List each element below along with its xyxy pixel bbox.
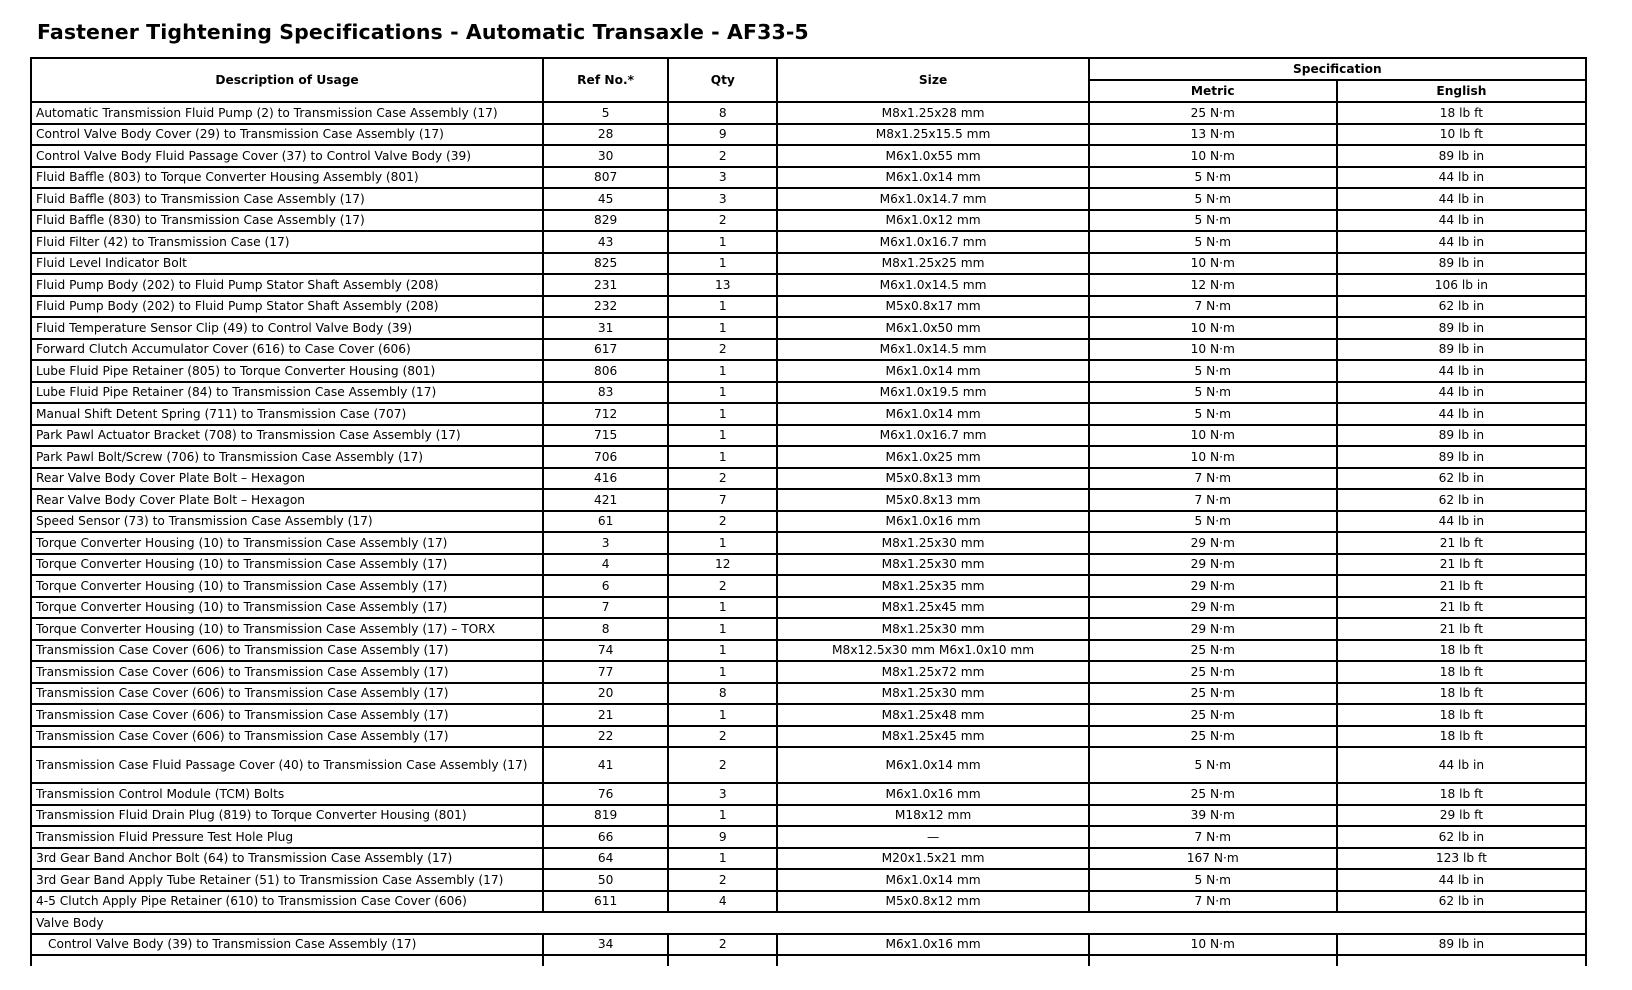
cell-english: 44 lb in xyxy=(1337,382,1586,404)
cell-qty: 3 xyxy=(668,188,777,210)
cell-english: 89 lb in xyxy=(1337,446,1586,468)
cell-size: M6x1.0x16 mm xyxy=(777,511,1088,533)
header-metric: Metric xyxy=(1089,80,1337,102)
cell-english: 18 lb ft xyxy=(1337,661,1586,683)
table-row xyxy=(31,360,1586,382)
cell-ref-no: 421 xyxy=(543,489,668,511)
cell-ref-no: 76 xyxy=(543,783,668,805)
table-row xyxy=(31,274,1586,296)
empty-cell xyxy=(31,955,543,966)
cell-metric: 10 N·m xyxy=(1089,446,1337,468)
cell-metric: 5 N·m xyxy=(1089,869,1337,891)
cell-english: 18 lb ft xyxy=(1337,102,1586,124)
cell-ref-no: 21 xyxy=(543,704,668,726)
table-row xyxy=(31,382,1586,404)
fastener-spec-table xyxy=(30,57,1587,966)
cell-english: 18 lb ft xyxy=(1337,783,1586,805)
cell-english: 18 lb ft xyxy=(1337,726,1586,748)
table-row xyxy=(31,934,1586,956)
cell-metric: 5 N·m xyxy=(1089,188,1337,210)
cell-description: Torque Converter Housing (10) to Transmission Case Assembly (17) – TORX xyxy=(31,618,543,640)
cell-size: M6x1.0x19.5 mm xyxy=(777,382,1088,404)
cell-english: 44 lb in xyxy=(1337,210,1586,232)
cell-metric: 7 N·m xyxy=(1089,296,1337,318)
table-row xyxy=(31,869,1586,891)
cell-description: Fluid Baffle (830) to Transmission Case Assembly (17) xyxy=(31,210,543,232)
cell-description: Control Valve Body Cover (29) to Transmission Case Assembly (17) xyxy=(31,124,543,146)
cell-ref-no: 64 xyxy=(543,848,668,870)
cell-size: M6x1.0x55 mm xyxy=(777,145,1088,167)
cell-english: 89 lb in xyxy=(1337,425,1586,447)
cell-metric: 167 N·m xyxy=(1089,848,1337,870)
cell-english: 21 lb ft xyxy=(1337,597,1586,619)
cell-qty: 12 xyxy=(668,554,777,576)
empty-cell xyxy=(668,955,777,966)
cell-description: Rear Valve Body Cover Plate Bolt – Hexagon xyxy=(31,468,543,490)
cell-description: Fluid Baffle (803) to Transmission Case Assembly (17) xyxy=(31,188,543,210)
cell-description: Transmission Control Module (TCM) Bolts xyxy=(31,783,543,805)
cell-ref-no: 41 xyxy=(543,747,668,783)
empty-cell xyxy=(1337,955,1586,966)
cell-english: 89 lb in xyxy=(1337,934,1586,956)
empty-cell xyxy=(777,955,1088,966)
page-title: Fastener Tightening Specifications - Automatic Transaxle - AF33-5 xyxy=(37,20,809,44)
cell-metric: 7 N·m xyxy=(1089,489,1337,511)
cell-ref-no: 706 xyxy=(543,446,668,468)
cell-size: M6x1.0x25 mm xyxy=(777,446,1088,468)
cell-ref-no: 7 xyxy=(543,597,668,619)
cell-size: M6x1.0x16 mm xyxy=(777,783,1088,805)
cell-english: 89 lb in xyxy=(1337,339,1586,361)
cell-english: 62 lb in xyxy=(1337,891,1586,913)
cell-metric: 5 N·m xyxy=(1089,210,1337,232)
cell-metric: 7 N·m xyxy=(1089,826,1337,848)
table-row xyxy=(31,167,1586,189)
cell-size: M8x1.25x45 mm xyxy=(777,726,1088,748)
cell-description: Automatic Transmission Fluid Pump (2) to Transmission Case Assembly (17) xyxy=(31,102,543,124)
cell-metric: 25 N·m xyxy=(1089,102,1337,124)
cell-english: 62 lb in xyxy=(1337,296,1586,318)
cell-ref-no: 28 xyxy=(543,124,668,146)
cell-description: Transmission Fluid Pressure Test Hole Plug xyxy=(31,826,543,848)
cell-qty: 1 xyxy=(668,231,777,253)
cell-ref-no: 231 xyxy=(543,274,668,296)
cell-ref-no: 77 xyxy=(543,661,668,683)
table-row xyxy=(31,317,1586,339)
cell-qty: 2 xyxy=(668,575,777,597)
cell-ref-no: 819 xyxy=(543,805,668,827)
cell-qty: 1 xyxy=(668,317,777,339)
cell-english: 123 lb ft xyxy=(1337,848,1586,870)
cell-ref-no: 807 xyxy=(543,167,668,189)
cell-metric: 5 N·m xyxy=(1089,747,1337,783)
cell-qty: 2 xyxy=(668,339,777,361)
cell-metric: 25 N·m xyxy=(1089,704,1337,726)
cell-metric: 10 N·m xyxy=(1089,145,1337,167)
cell-description: Park Pawl Actuator Bracket (708) to Transmission Case Assembly (17) xyxy=(31,425,543,447)
cell-size: M6x1.0x14 mm xyxy=(777,403,1088,425)
cell-english: 44 lb in xyxy=(1337,167,1586,189)
cell-size: M8x1.25x48 mm xyxy=(777,704,1088,726)
cell-ref-no: 4 xyxy=(543,554,668,576)
cell-qty: 1 xyxy=(668,805,777,827)
table-row xyxy=(31,489,1586,511)
cell-ref-no: 825 xyxy=(543,253,668,275)
cell-size: M6x1.0x14 mm xyxy=(777,167,1088,189)
table-row xyxy=(31,102,1586,124)
table-row xyxy=(31,145,1586,167)
cell-description: Control Valve Body (39) to Transmission Case Assembly (17) xyxy=(31,934,543,956)
cell-english: 44 lb in xyxy=(1337,188,1586,210)
header-description: Description of Usage xyxy=(31,58,543,102)
header-size: Size xyxy=(777,58,1088,102)
table-row xyxy=(31,468,1586,490)
header-ref-no: Ref No.* xyxy=(543,58,668,102)
cell-ref-no: 74 xyxy=(543,640,668,662)
cell-size: M5x0.8x13 mm xyxy=(777,489,1088,511)
cell-size: M6x1.0x50 mm xyxy=(777,317,1088,339)
cell-metric: 29 N·m xyxy=(1089,532,1337,554)
cell-qty: 2 xyxy=(668,726,777,748)
cell-description: 3rd Gear Band Apply Tube Retainer (51) to Transmission Case Assembly (17) xyxy=(31,869,543,891)
cell-qty: 3 xyxy=(668,167,777,189)
cell-description: Fluid Filter (42) to Transmission Case (17) xyxy=(31,231,543,253)
cell-qty: 2 xyxy=(668,869,777,891)
cell-size: M6x1.0x14 mm xyxy=(777,360,1088,382)
cell-description: Fluid Baffle (803) to Torque Converter Housing Assembly (801) xyxy=(31,167,543,189)
cell-size: M8x1.25x30 mm xyxy=(777,683,1088,705)
cell-size: M6x1.0x14.5 mm xyxy=(777,339,1088,361)
cell-english: 89 lb in xyxy=(1337,317,1586,339)
cell-qty: 1 xyxy=(668,446,777,468)
cell-ref-no: 611 xyxy=(543,891,668,913)
cell-size: M5x0.8x12 mm xyxy=(777,891,1088,913)
cell-metric: 12 N·m xyxy=(1089,274,1337,296)
cell-description: Fluid Temperature Sensor Clip (49) to Control Valve Body (39) xyxy=(31,317,543,339)
cell-english: 89 lb in xyxy=(1337,145,1586,167)
cell-english: 62 lb in xyxy=(1337,468,1586,490)
cell-metric: 5 N·m xyxy=(1089,231,1337,253)
table-row xyxy=(31,747,1586,783)
cell-english: 10 lb ft xyxy=(1337,124,1586,146)
cell-metric: 29 N·m xyxy=(1089,575,1337,597)
cell-metric: 25 N·m xyxy=(1089,783,1337,805)
cell-size: M6x1.0x12 mm xyxy=(777,210,1088,232)
empty-cell xyxy=(543,955,668,966)
cell-description: Fluid Level Indicator Bolt xyxy=(31,253,543,275)
cell-english: 18 lb ft xyxy=(1337,704,1586,726)
table-row xyxy=(31,783,1586,805)
cell-metric: 10 N·m xyxy=(1089,253,1337,275)
cell-size: M6x1.0x16.7 mm xyxy=(777,425,1088,447)
cell-size: M6x1.0x14 mm xyxy=(777,747,1088,783)
cell-size: M8x1.25x15.5 mm xyxy=(777,124,1088,146)
cell-description: Manual Shift Detent Spring (711) to Transmission Case (707) xyxy=(31,403,543,425)
header-qty: Qty xyxy=(668,58,777,102)
cell-english: 29 lb ft xyxy=(1337,805,1586,827)
cell-metric: 10 N·m xyxy=(1089,425,1337,447)
table-row xyxy=(31,188,1586,210)
cell-size: M6x1.0x14.5 mm xyxy=(777,274,1088,296)
cell-english: 44 lb in xyxy=(1337,360,1586,382)
cell-ref-no: 806 xyxy=(543,360,668,382)
cell-qty: 1 xyxy=(668,403,777,425)
cell-size: M5x0.8x17 mm xyxy=(777,296,1088,318)
cell-qty: 8 xyxy=(668,102,777,124)
section-row xyxy=(31,912,1586,934)
cell-english: 18 lb ft xyxy=(1337,640,1586,662)
table-row xyxy=(31,891,1586,913)
cell-description: Lube Fluid Pipe Retainer (84) to Transmission Case Assembly (17) xyxy=(31,382,543,404)
cell-metric: 25 N·m xyxy=(1089,683,1337,705)
cell-description: Lube Fluid Pipe Retainer (805) to Torque Converter Housing (801) xyxy=(31,360,543,382)
cell-qty: 1 xyxy=(668,360,777,382)
header-specification: Specification xyxy=(1089,58,1586,80)
cell-english: 44 lb in xyxy=(1337,511,1586,533)
cell-size: M8x1.25x28 mm xyxy=(777,102,1088,124)
cell-english: 44 lb in xyxy=(1337,403,1586,425)
table-row xyxy=(31,296,1586,318)
cell-description: Transmission Case Cover (606) to Transmission Case Assembly (17) xyxy=(31,726,543,748)
table-row xyxy=(31,597,1586,619)
cell-english: 21 lb ft xyxy=(1337,554,1586,576)
cell-metric: 10 N·m xyxy=(1089,934,1337,956)
cell-ref-no: 617 xyxy=(543,339,668,361)
cell-english: 106 lb in xyxy=(1337,274,1586,296)
cell-ref-no: 232 xyxy=(543,296,668,318)
cell-metric: 7 N·m xyxy=(1089,468,1337,490)
cell-description: Torque Converter Housing (10) to Transmission Case Assembly (17) xyxy=(31,532,543,554)
cell-qty: 7 xyxy=(668,489,777,511)
cell-description: Torque Converter Housing (10) to Transmission Case Assembly (17) xyxy=(31,554,543,576)
cell-qty: 3 xyxy=(668,783,777,805)
cell-size: M20x1.5x21 mm xyxy=(777,848,1088,870)
cell-qty: 1 xyxy=(668,704,777,726)
section-label: Valve Body xyxy=(31,912,1586,934)
cell-qty: 1 xyxy=(668,296,777,318)
cell-description: Rear Valve Body Cover Plate Bolt – Hexagon xyxy=(31,489,543,511)
table-row xyxy=(31,532,1586,554)
cell-metric: 39 N·m xyxy=(1089,805,1337,827)
cell-qty: 1 xyxy=(668,253,777,275)
cell-description: Park Pawl Bolt/Screw (706) to Transmission Case Assembly (17) xyxy=(31,446,543,468)
cell-metric: 10 N·m xyxy=(1089,317,1337,339)
cell-english: 18 lb ft xyxy=(1337,683,1586,705)
cell-ref-no: 45 xyxy=(543,188,668,210)
cell-qty: 4 xyxy=(668,891,777,913)
table-row xyxy=(31,848,1586,870)
cell-ref-no: 8 xyxy=(543,618,668,640)
cell-ref-no: 20 xyxy=(543,683,668,705)
table-row xyxy=(31,726,1586,748)
cell-english: 44 lb in xyxy=(1337,747,1586,783)
cell-metric: 13 N·m xyxy=(1089,124,1337,146)
cell-ref-no: 22 xyxy=(543,726,668,748)
cell-qty: 2 xyxy=(668,934,777,956)
table-row xyxy=(31,210,1586,232)
cell-qty: 1 xyxy=(668,661,777,683)
cell-qty: 2 xyxy=(668,511,777,533)
cell-ref-no: 829 xyxy=(543,210,668,232)
cell-ref-no: 416 xyxy=(543,468,668,490)
cell-ref-no: 715 xyxy=(543,425,668,447)
cell-size: M8x1.25x30 mm xyxy=(777,554,1088,576)
table-row xyxy=(31,575,1586,597)
cell-description: Transmission Fluid Drain Plug (819) to Torque Converter Housing (801) xyxy=(31,805,543,827)
cell-qty: 9 xyxy=(668,826,777,848)
table-row xyxy=(31,683,1586,705)
cell-ref-no: 34 xyxy=(543,934,668,956)
continuation-row xyxy=(31,955,1586,966)
cell-metric: 29 N·m xyxy=(1089,554,1337,576)
cell-qty: 13 xyxy=(668,274,777,296)
cell-english: 44 lb in xyxy=(1337,231,1586,253)
cell-metric: 25 N·m xyxy=(1089,661,1337,683)
cell-metric: 7 N·m xyxy=(1089,891,1337,913)
header-english: English xyxy=(1337,80,1586,102)
cell-description: Transmission Case Fluid Passage Cover (40) to Transmission Case Assembly (17) xyxy=(31,747,543,783)
table-row xyxy=(31,826,1586,848)
cell-ref-no: 712 xyxy=(543,403,668,425)
cell-description: Forward Clutch Accumulator Cover (616) to Case Cover (606) xyxy=(31,339,543,361)
cell-ref-no: 61 xyxy=(543,511,668,533)
cell-english: 21 lb ft xyxy=(1337,618,1586,640)
cell-qty: 9 xyxy=(668,124,777,146)
cell-qty: 1 xyxy=(668,618,777,640)
table-row xyxy=(31,124,1586,146)
cell-ref-no: 83 xyxy=(543,382,668,404)
cell-metric: 5 N·m xyxy=(1089,403,1337,425)
table-row xyxy=(31,661,1586,683)
cell-metric: 29 N·m xyxy=(1089,618,1337,640)
cell-size: M8x1.25x25 mm xyxy=(777,253,1088,275)
cell-qty: 1 xyxy=(668,848,777,870)
cell-size: M6x1.0x16.7 mm xyxy=(777,231,1088,253)
cell-description: 3rd Gear Band Anchor Bolt (64) to Transmission Case Assembly (17) xyxy=(31,848,543,870)
cell-size: M18x12 mm xyxy=(777,805,1088,827)
cell-qty: 2 xyxy=(668,747,777,783)
cell-size: M8x1.25x35 mm xyxy=(777,575,1088,597)
cell-size: M8x12.5x30 mm M6x1.0x10 mm xyxy=(777,640,1088,662)
cell-english: 44 lb in xyxy=(1337,869,1586,891)
cell-ref-no: 30 xyxy=(543,145,668,167)
cell-qty: 2 xyxy=(668,145,777,167)
cell-ref-no: 6 xyxy=(543,575,668,597)
cell-description: Torque Converter Housing (10) to Transmission Case Assembly (17) xyxy=(31,575,543,597)
cell-size: M6x1.0x14 mm xyxy=(777,869,1088,891)
cell-size: M6x1.0x16 mm xyxy=(777,934,1088,956)
cell-qty: 8 xyxy=(668,683,777,705)
empty-cell xyxy=(1089,955,1337,966)
cell-qty: 1 xyxy=(668,532,777,554)
cell-qty: 2 xyxy=(668,210,777,232)
table-row xyxy=(31,403,1586,425)
table-row xyxy=(31,618,1586,640)
cell-description: Fluid Pump Body (202) to Fluid Pump Stator Shaft Assembly (208) xyxy=(31,296,543,318)
cell-qty: 1 xyxy=(668,640,777,662)
table-row xyxy=(31,511,1586,533)
cell-description: Speed Sensor (73) to Transmission Case Assembly (17) xyxy=(31,511,543,533)
cell-metric: 25 N·m xyxy=(1089,640,1337,662)
table-row xyxy=(31,339,1586,361)
cell-size: M6x1.0x14.7 mm xyxy=(777,188,1088,210)
cell-metric: 5 N·m xyxy=(1089,511,1337,533)
table-row xyxy=(31,704,1586,726)
table-row xyxy=(31,425,1586,447)
cell-qty: 1 xyxy=(668,382,777,404)
cell-english: 62 lb in xyxy=(1337,826,1586,848)
cell-metric: 5 N·m xyxy=(1089,382,1337,404)
table-row xyxy=(31,446,1586,468)
table-row xyxy=(31,554,1586,576)
cell-description: Transmission Case Cover (606) to Transmission Case Assembly (17) xyxy=(31,661,543,683)
cell-description: Transmission Case Cover (606) to Transmission Case Assembly (17) xyxy=(31,640,543,662)
cell-size: M8x1.25x45 mm xyxy=(777,597,1088,619)
cell-size: M5x0.8x13 mm xyxy=(777,468,1088,490)
cell-metric: 5 N·m xyxy=(1089,167,1337,189)
cell-metric: 5 N·m xyxy=(1089,360,1337,382)
cell-description: Transmission Case Cover (606) to Transmission Case Assembly (17) xyxy=(31,704,543,726)
cell-description: Control Valve Body Fluid Passage Cover (37) to Control Valve Body (39) xyxy=(31,145,543,167)
table-row xyxy=(31,231,1586,253)
cell-ref-no: 43 xyxy=(543,231,668,253)
cell-english: 21 lb ft xyxy=(1337,575,1586,597)
cell-ref-no: 5 xyxy=(543,102,668,124)
cell-qty: 1 xyxy=(668,425,777,447)
cell-description: 4-5 Clutch Apply Pipe Retainer (610) to Transmission Case Cover (606) xyxy=(31,891,543,913)
cell-description: Fluid Pump Body (202) to Fluid Pump Stator Shaft Assembly (208) xyxy=(31,274,543,296)
cell-ref-no: 3 xyxy=(543,532,668,554)
cell-english: 62 lb in xyxy=(1337,489,1586,511)
table-row xyxy=(31,805,1586,827)
cell-metric: 25 N·m xyxy=(1089,726,1337,748)
cell-size: — xyxy=(777,826,1088,848)
cell-qty: 2 xyxy=(668,468,777,490)
cell-size: M8x1.25x30 mm xyxy=(777,532,1088,554)
table-row xyxy=(31,640,1586,662)
cell-metric: 29 N·m xyxy=(1089,597,1337,619)
table-row xyxy=(31,253,1586,275)
cell-size: M8x1.25x72 mm xyxy=(777,661,1088,683)
cell-english: 21 lb ft xyxy=(1337,532,1586,554)
cell-metric: 10 N·m xyxy=(1089,339,1337,361)
cell-ref-no: 66 xyxy=(543,826,668,848)
cell-description: Torque Converter Housing (10) to Transmission Case Assembly (17) xyxy=(31,597,543,619)
cell-ref-no: 50 xyxy=(543,869,668,891)
cell-qty: 1 xyxy=(668,597,777,619)
spec-table-body xyxy=(31,102,1586,966)
cell-description: Transmission Case Cover (606) to Transmission Case Assembly (17) xyxy=(31,683,543,705)
cell-ref-no: 31 xyxy=(543,317,668,339)
cell-english: 89 lb in xyxy=(1337,253,1586,275)
cell-size: M8x1.25x30 mm xyxy=(777,618,1088,640)
